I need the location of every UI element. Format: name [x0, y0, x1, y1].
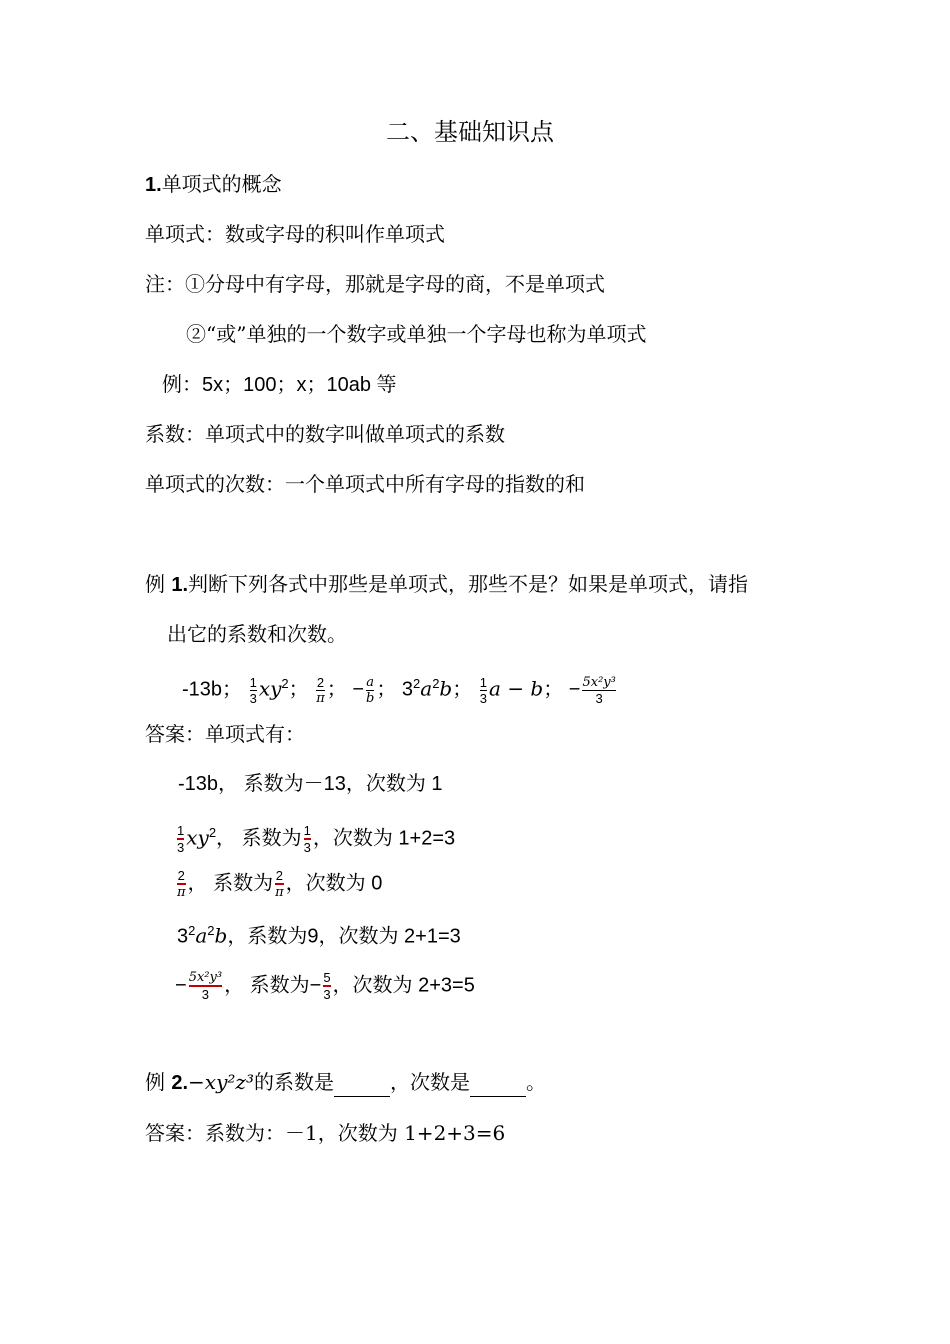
example-2-expression: −xy²z³ [188, 1070, 254, 1094]
note-2: ②“或”单独的一个数字或单独一个字母也称为单项式 [186, 322, 647, 346]
section-heading [145, 170, 282, 199]
example-2-question: 例 2.−xy²z³的系数是 ，次数是 。 [145, 1068, 546, 1097]
section-heading-text: 单项式的概念 [161, 172, 282, 196]
fraction-5x2y3-over-3: $\frac{\text{5x²y³}}{3}$ [582, 674, 616, 706]
example-1-question [145, 570, 748, 599]
answer-5: − $\frac{\text{5x²y³}}{3}$ ， 系数为− $\frac{5}{3}$ ，次数为 2+3=5 [175, 970, 475, 1002]
answer-3: $\frac{2}{\pi}$ ， 系数为 $\frac{2}{\pi}$ ，次数为 0 [177, 868, 383, 900]
example-label: 例 [145, 572, 172, 596]
example-number: 1. [171, 574, 189, 596]
answer-1: -13b， 系数为－13，次数为 1 [178, 773, 443, 795]
fraction-two-over-pi: $\frac{2}{\pi}$ [316, 674, 325, 706]
answer-4: $3^2a^2b$，系数为9，次数为 2+1=3 [177, 923, 461, 948]
degree-definition: 单项式的次数：一个单项式中所有字母的指数的和 [145, 472, 585, 496]
coefficient-definition: 系数：单项式中的数字叫做单项式的系数 [145, 422, 505, 446]
example-1-text: 判断下列各式中那些是单项式，那些不是？如果是单项式，请指 [188, 572, 749, 596]
blank-coefficient [334, 1076, 390, 1097]
page-title: 二、基础知识点 [386, 118, 554, 146]
example-2-answer: 答案：系数为：－1，次数为 1+2+3=6 [145, 1121, 506, 1145]
expr-var: xy [258, 676, 282, 701]
example-list: 例：5x；100；x；10ab 等 [162, 374, 397, 396]
blank-degree [470, 1076, 526, 1097]
example-1-expressions: -13b； $\frac{1}{3}$ $xy^2$； $\frac{2}{\pi}$ ； − $\frac{a}{b}$ ； $3^2a^2b$； $\frac{1}{3}$ a − b； − $\frac{\text{5x²y³}}{3}$ [182, 674, 616, 706]
fraction-a-over-b: $\frac{a}{b}$ [366, 674, 375, 706]
note-1: 注：①分母中有字母，那就是字母的商，不是单项式 [145, 272, 605, 296]
fraction-one-third: $\frac{1}{3}$ [249, 674, 257, 706]
example-1-question-cont: 出它的系数和次数。 [167, 622, 347, 646]
monomial-definition: 单项式：数或字母的积叫作单项式 [145, 222, 445, 246]
fraction-one-third-2: $\frac{1}{3}$ [479, 674, 488, 706]
section-number: 1. [145, 174, 162, 196]
answer-label: 答案：单项式有： [145, 722, 305, 746]
expr-neg13b: -13b； [182, 678, 243, 701]
answer-2: $\frac{1}{3}$ $xy^2$， 系数为 $\frac{1}{3}$ ，次数为 1+2=3 [177, 823, 456, 856]
